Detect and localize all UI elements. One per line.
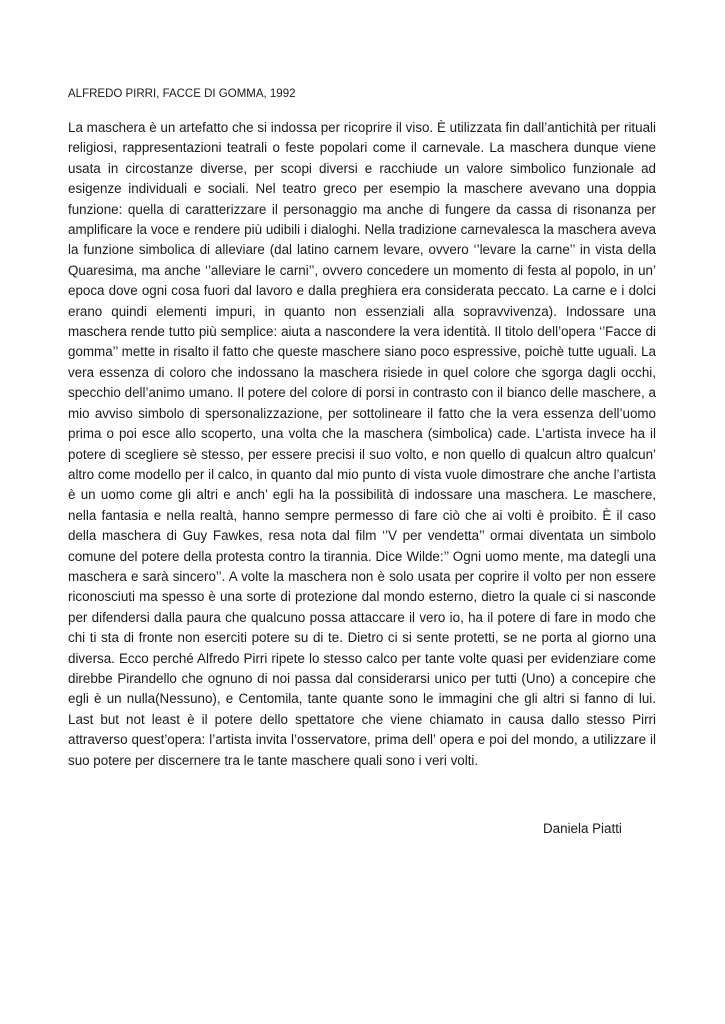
document-body-paragraph: La maschera è un artefatto che si indossa per ricoprire il viso. È utilizzata fin dall’antichità per rituali religiosi, rappresentazioni teatrali o feste popolari come il carnevale. La maschera dunque viene usata in circostanze diverse, per scopi diversi e racchiude un valore simbolico funzionale ad esigenze individuali e sociali. Nel teatro greco per esempio la maschere avevano una doppia funzione: quella di caratterizzare il personaggio ma anche di fungere da cassa di risonanza per amplificare la voce e rendere più udibili i dialoghi. Nella tradizione carnevalesca la maschera aveva la funzione simbolica di alleviare (dal latino carnem levare, ovvero ‘’levare la carne’’ in vista della Quaresima, ma anche ‘’alleviare le carni’’, ovvero concedere un momento di festa al popolo, in un’ epoca dove ogni cosa fuori dal lavoro e dalla preghiera era considerata peccato. La carne e i dolci erano quindi elementi impuri, in quanto non essenziali alla sopravvivenza). Indossare una maschera rende tutto più semplice: aiuta a nascondere la vera identità. Il titolo dell’opera ‘’Facce di gomma’’ mette in risalto il fatto che queste maschere siano poco espressive, poichè tutte uguali. La vera essenza di coloro che indossano la maschera risiede in quel colore che sgorga dagli occhi, specchio dell’animo umano. Il potere del colore di porsi in contrasto con il bianco delle maschere, a mio avviso simbolo di spersonalizzazione, per sottolineare il fatto che la vera essenza dell’uomo prima o poi esce allo scoperto, una volta che la maschera (simbolica) cade. L’artista invece ha il potere di scegliere sè stesso, per essere precisi il suo volto, e non quello di qualcun altro qualcun’ altro come modello per il calco, in quanto dal mio punto di vista vuole dimostrare che anche l’artista è un uomo come gli altri e anch’ egli ha la possibilità di indossare una maschera. Le maschere, nella fantasia e nella realtà, hanno sempre permesso di fare ciò che ai volti è proibito. È il caso della maschera di Guy Fawkes, resa nota dal film ‘’V per vendetta’’ ormai diventata un simbolo comune del potere della protesta contro la tirannia. Dice Wilde:’’ Ogni uomo mente, ma dategli una maschera e sarà sincero’’. A volte la maschera non è solo usata per coprire il volto per non essere riconosciuti ma spesso è una sorte di protezione dal mondo esterno, dietro la quale ci si nasconde per difendersi dalla paura che qualcuno possa attaccare il vero io, ha il potere di fare in modo che chi ti sta di fronte non eserciti potere su di te. Dietro ci si sente protetti, se ne porta al giorno una diversa. Ecco perché Alfredo Pirri ripete lo stesso calco per tante volte quasi per evidenziare come direbbe Pirandello che ognuno di noi passa dal considerarsi unico per tutti (Uno) a concepire che egli è un nulla(Nessuno), e Centomila, tante quante sono le immagini che gli altri si fanno di lui. Last but not least è il potere dello spettatore che viene chiamato in causa dallo stesso Pirri attraverso quest’opera: l’artista invita l’osservatore, prima dell’ opera e poi del mondo, a utilizzare il suo potere per discernere tra le tante maschere quali sono i veri volti. (68, 120, 656, 768)
document-title: ALFREDO PIRRI, FACCE DI GOMMA, 1992 (68, 88, 296, 100)
author-signature: Daniela Piatti (543, 821, 622, 836)
document-page (68, 86, 656, 771)
